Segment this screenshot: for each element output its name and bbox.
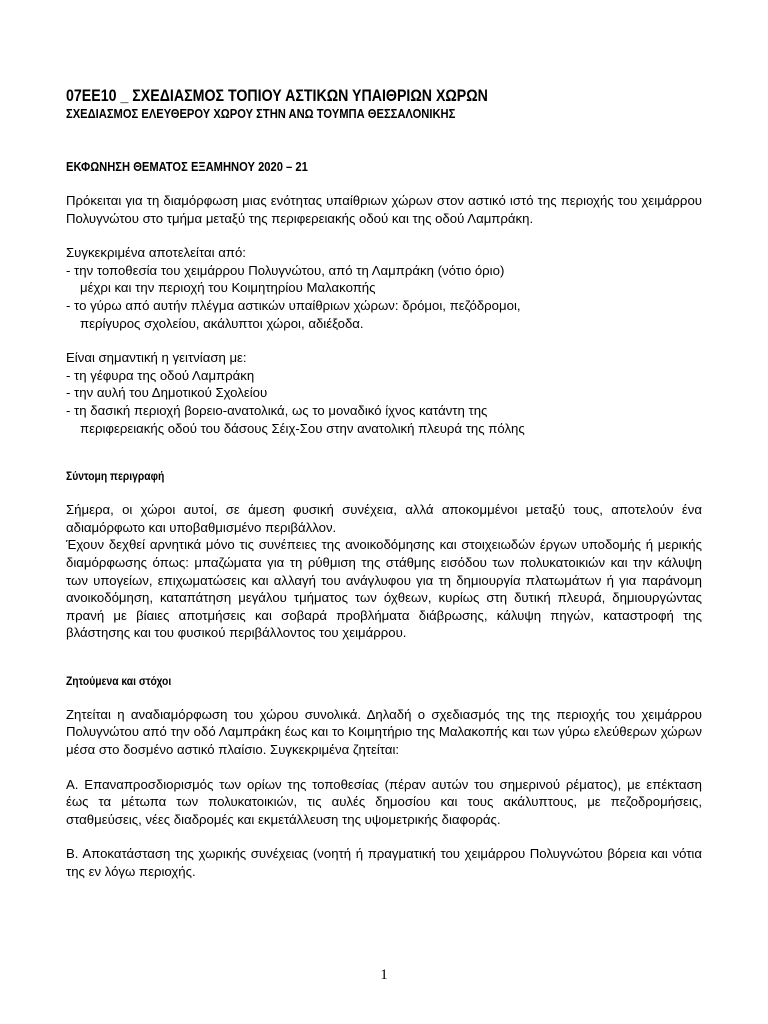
list-item: - τη δασική περιοχή βορειο-ανατολικά, ως το μοναδικό ίχνος κατάντη της — [66, 402, 488, 418]
list-item: περίγυρος σχολείου, ακάλυπτοι χώροι, αδιέξοδα. — [80, 315, 364, 331]
goals-heading: Ζητούμενα και στόχοι — [66, 673, 172, 688]
list-item: περιφερειακής οδού του δάσους Σέιχ-Σου στην ανατολική πλευρά της πόλης — [80, 420, 525, 436]
consists-label: Συγκεκριμένα αποτελείται από: — [66, 245, 246, 261]
description-paragraph: Έχουν δεχθεί αρνητικά μόνο τις συνέπειες της ανοικοδόμησης και στοιχειωδών έργων υποδομής ή μερικής διαμόρφωσης όπως: μπαζώματα για τη ρύθμιση της στάθμης εισόδου των πολυκατοικιών και την κάλυψη των υπογείων, επιχωματώσεις και αλλαγή του ανάγλυφου για τη δημιουργία πλατωμάτων ή για παράνομη ανοικοδόμηση, καταπάτηση μεγάλου τμήματος των όχθεων, κυρίως στη δυτική πλευρά, δημιουργώντας πρανή με βίαιες αποτμήσεις και σοβαρά προβλήματα διάβρωσης, κάλυψη πηγών, καταστροφή της βλάστησης και του φυσικού περιβάλλοντος του χειμάρρου. — [66, 537, 702, 641]
neighbors-label: Είναι σημαντική η γειτνίαση με: — [66, 350, 247, 366]
goals-paragraph: Ζητείται η αναδιαμόρφωση του χώρου συνολικά. Δηλαδή ο σχεδιασμός της της περιοχής του χειμάρρου Πολυγνώτου από την οδό Λαμπράκη έως και το Κοιμητήριο της Μαλακοπής και των γύρω ελεύθερων χώρων μέσα στο δοσμένο αστικό πλαίσιο. Συγκεκριμένα ζητείται: — [66, 706, 702, 758]
page-number: 1 — [380, 967, 388, 983]
document-title: 07ΕΕ10 _ ΣΧΕΔΙΑΣΜΟΣ ΤΟΠΙΟΥ ΑΣΤΙΚΩΝ ΥΠΑΙΘΡΙΩΝ ΧΩΡΩΝ — [66, 87, 488, 105]
goals-item-a: Α. Επαναπροσδιορισμός των ορίων της τοποθεσίας (πέραν αυτών του σημερινού ρέματος), με επέκταση έως τα μέτωπα των πολυκατοικιών, τις αυλές δημοσίου και τους ακάλυπτους, με πεζοδρομήσεις, σταθμεύσεις, νέες διαδρομές και εκμετάλλευση της υψομετρικής διαφοράς. — [66, 776, 702, 827]
description-paragraph: Σήμερα, οι χώροι αυτοί, σε άμεση φυσική συνέχεια, αλλά αποκομμένοι μεταξύ τους, αποτελούν ένα αδιαμόρφωτο και υποβαθμισμένο περιβάλλον. — [66, 502, 702, 535]
list-item: - το γύρω από αυτήν πλέγμα αστικών υπαίθριων χώρων: δρόμοι, πεζόδρομοι, — [66, 297, 521, 313]
list-item: - τη γέφυρα της οδού Λαμπράκη — [66, 367, 255, 383]
list-item: μέχρι και την περιοχή του Κοιμητηρίου Μαλακοπής — [80, 280, 376, 296]
goals-item-b: Β. Αποκατάσταση της χωρικής συνέχειας (νοητή ή πραγματική του χειμάρρου Πολυγνώτου βόρεια και νότια της εν λόγω περιοχής. — [66, 846, 702, 880]
list-item: - την αυλή του Δημοτικού Σχολείου — [66, 385, 268, 401]
document-subtitle: ΣΧΕΔΙΑΣΜΟΣ ΕΛΕΥΘΕΡΟΥ ΧΩΡΟΥ ΣΤΗΝ ΑΝΩ ΤΟΥΜΠΑ ΘΕΣΣΑΛΟΝΙΚΗΣ — [66, 106, 456, 121]
assignment-intro: Πρόκειται για τη διαμόρφωση μιας ενότητας υπαίθριων χώρων στον αστικό ιστό της περιοχής του χειμάρρου Πολυγνώτου στο τμήμα μεταξύ της περιφερειακής οδού και της οδού Λαμπράκη. — [66, 193, 702, 226]
assignment-heading: ΕΚΦΩΝΗΣΗ ΘΕΜΑΤΟΣ ΕΞΑΜΗΝΟΥ 2020 – 21 — [66, 159, 308, 174]
document-page — [66, 86, 702, 881]
list-item: - την τοποθεσία του χειμάρρου Πολυγνώτου, από τη Λαμπράκη (νότιο όριο) — [66, 262, 505, 278]
description-heading: Σύντομη περιγραφή — [66, 469, 165, 484]
